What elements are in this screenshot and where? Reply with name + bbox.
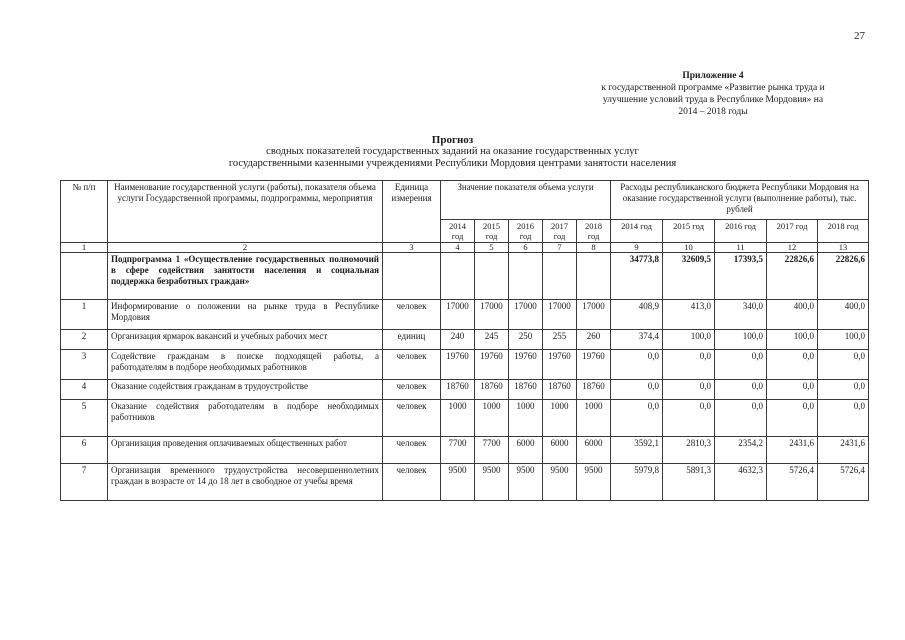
budget-value: 5726,4: [818, 464, 869, 501]
volume-value: 250: [509, 330, 543, 350]
row-number: 5: [61, 400, 108, 437]
header-unit: Единица измерения: [383, 181, 441, 243]
volume-value: 18760: [543, 380, 577, 400]
subprogram-row: [61, 253, 869, 300]
row-name: Информирование о положении на рынке труда в Республике Мордовия: [108, 300, 383, 330]
volume-value: 6000: [577, 437, 611, 464]
budget-value: 413,0: [663, 300, 715, 330]
row-name: Оказание содействия гражданам в трудоустройстве: [108, 380, 383, 400]
document-subtitle: сводных показателей государственных заданий на оказание государственных услуг: [266, 146, 639, 157]
row-name: Оказание содействия работодателям в подборе необходимых работников: [108, 400, 383, 437]
volume-value: 9500: [441, 464, 475, 501]
year-header: 2015 год: [663, 220, 715, 243]
year-header: 2014 год: [611, 220, 663, 243]
appendix-line: улучшение условий труда в Республике Мордовия» на: [602, 95, 824, 105]
budget-value: 5979,8: [611, 464, 663, 501]
column-number-row: [61, 243, 869, 253]
budget-value: 5891,3: [663, 464, 715, 501]
volume-value: 17000: [543, 300, 577, 330]
budget-value: 0,0: [663, 350, 715, 380]
document-heading: [0, 134, 905, 170]
row-unit: человек: [383, 300, 441, 330]
column-number: 6: [509, 243, 543, 253]
volume-value: 17000: [441, 300, 475, 330]
budget-value: 0,0: [818, 400, 869, 437]
volume-value: 9500: [577, 464, 611, 501]
volume-value: 7700: [475, 437, 509, 464]
appendix-note: [573, 70, 853, 118]
volume-value: 18760: [441, 380, 475, 400]
volume-value: 1000: [475, 400, 509, 437]
volume-value: 1000: [577, 400, 611, 437]
header-num: № п/п: [61, 181, 108, 243]
volume-value: 17000: [475, 300, 509, 330]
volume-value: 240: [441, 330, 475, 350]
column-number: 13: [818, 243, 869, 253]
row-unit: человек: [383, 400, 441, 437]
budget-value: 2810,3: [663, 437, 715, 464]
volume-value: 245: [475, 330, 509, 350]
row-number: 4: [61, 380, 108, 400]
row-unit: человек: [383, 380, 441, 400]
row-name: Организация ярмарок вакансий и учебных рабочих мест: [108, 330, 383, 350]
budget-value: 22826,6: [818, 253, 869, 300]
row-number: 1: [61, 300, 108, 330]
volume-value: 9500: [543, 464, 577, 501]
volume-value: 255: [543, 330, 577, 350]
volume-value: 6000: [543, 437, 577, 464]
budget-value: 0,0: [767, 350, 818, 380]
row-number: 3: [61, 350, 108, 380]
header-volume: Значение показателя объема услуги: [441, 181, 611, 220]
volume-value: 19760: [509, 350, 543, 380]
row-number: 2: [61, 330, 108, 350]
row-unit: единиц: [383, 330, 441, 350]
volume-value: 19760: [441, 350, 475, 380]
table-row: [61, 400, 869, 437]
budget-value: 0,0: [663, 400, 715, 437]
table-row: [61, 350, 869, 380]
table-row: [61, 464, 869, 501]
budget-value: 0,0: [663, 380, 715, 400]
table-row: [61, 437, 869, 464]
year-header: 2016 год: [715, 220, 767, 243]
budget-value: 0,0: [715, 350, 767, 380]
budget-value: 34773,8: [611, 253, 663, 300]
budget-value: 4632,3: [715, 464, 767, 501]
budget-value: 2354,2: [715, 437, 767, 464]
budget-value: 17393,5: [715, 253, 767, 300]
volume-value: 18760: [577, 380, 611, 400]
row-name: Организация временного трудоустройства несовершеннолетних граждан в возрасте от 14 до 18 лет в свободное от учебы время: [108, 464, 383, 501]
year-header: 2016 год: [509, 220, 543, 243]
budget-value: 0,0: [611, 350, 663, 380]
volume-value: 19760: [475, 350, 509, 380]
column-number: 8: [577, 243, 611, 253]
volume-value: 1000: [441, 400, 475, 437]
year-header: 2015 год: [475, 220, 509, 243]
budget-value: 374,4: [611, 330, 663, 350]
column-number: 2: [108, 243, 383, 253]
column-number: 3: [383, 243, 441, 253]
year-header: 2014 год: [441, 220, 475, 243]
volume-value: 18760: [509, 380, 543, 400]
volume-value: 19760: [543, 350, 577, 380]
row-name: Содействие гражданам в поиске подходящей работы, а работодателям в подборе необходимых работников: [108, 350, 383, 380]
volume-value: 7700: [441, 437, 475, 464]
row-unit: человек: [383, 464, 441, 501]
budget-value: 0,0: [818, 380, 869, 400]
budget-value: 100,0: [767, 330, 818, 350]
table-row: [61, 300, 869, 330]
header-name: Наименование государственной услуги (работы), показателя объема услуги Государственной программы, подпрограммы, мероприятия: [108, 181, 383, 243]
budget-value: 400,0: [818, 300, 869, 330]
column-number: 7: [543, 243, 577, 253]
budget-value: 2431,6: [767, 437, 818, 464]
budget-value: 3592,1: [611, 437, 663, 464]
row-unit: человек: [383, 437, 441, 464]
column-number: 4: [441, 243, 475, 253]
volume-value: 1000: [509, 400, 543, 437]
appendix-title: Приложение 4: [682, 71, 744, 81]
column-number: 10: [663, 243, 715, 253]
budget-value: 100,0: [663, 330, 715, 350]
header-budget: Расходы республиканского бюджета Республики Мордовия на оказание государственной услуги (выполнение работы), тыс. рублей: [611, 181, 869, 220]
row-number: 6: [61, 437, 108, 464]
volume-value: 9500: [475, 464, 509, 501]
budget-value: 0,0: [767, 380, 818, 400]
volume-value: 1000: [543, 400, 577, 437]
budget-value: 0,0: [611, 400, 663, 437]
column-number: 1: [61, 243, 108, 253]
budget-value: 0,0: [611, 380, 663, 400]
row-unit: человек: [383, 350, 441, 380]
year-header: 2018 год: [577, 220, 611, 243]
volume-value: 17000: [577, 300, 611, 330]
forecast-table: [60, 180, 869, 501]
budget-value: 100,0: [818, 330, 869, 350]
column-number: 9: [611, 243, 663, 253]
year-header: 2017 год: [543, 220, 577, 243]
volume-value: 18760: [475, 380, 509, 400]
budget-value: 32609,5: [663, 253, 715, 300]
budget-value: 0,0: [767, 400, 818, 437]
row-name: Организация проведения оплачиваемых общественных работ: [108, 437, 383, 464]
budget-value: 340,0: [715, 300, 767, 330]
budget-value: 0,0: [715, 400, 767, 437]
document-subtitle: государственными казенными учреждениями Республики Мордовия центрами занятости населения: [228, 158, 677, 169]
volume-value: 17000: [509, 300, 543, 330]
budget-value: 100,0: [715, 330, 767, 350]
page-number: 27: [854, 30, 865, 42]
budget-value: 400,0: [767, 300, 818, 330]
budget-value: 2431,6: [818, 437, 869, 464]
appendix-line: к государственной программе «Развитие рынка труда и: [601, 83, 825, 93]
table-header-row: [61, 181, 869, 220]
budget-value: 22826,6: [767, 253, 818, 300]
row-number: 7: [61, 464, 108, 501]
year-header: 2017 год: [767, 220, 818, 243]
table-row: [61, 330, 869, 350]
budget-value: 408,9: [611, 300, 663, 330]
budget-value: 0,0: [715, 380, 767, 400]
table-row: [61, 380, 869, 400]
volume-value: 9500: [509, 464, 543, 501]
column-number: 11: [715, 243, 767, 253]
volume-value: 260: [577, 330, 611, 350]
subprogram-name: Подпрограмма 1 «Осуществление государственных полномочий в сфере содействия занятости населения и социальная поддержка безработных граждан»: [108, 253, 383, 300]
column-number: 12: [767, 243, 818, 253]
year-header: 2018 год: [818, 220, 869, 243]
volume-value: 6000: [509, 437, 543, 464]
column-number: 5: [475, 243, 509, 253]
budget-value: 0,0: [818, 350, 869, 380]
volume-value: 19760: [577, 350, 611, 380]
document-title: Прогноз: [431, 134, 474, 146]
budget-value: 5726,4: [767, 464, 818, 501]
appendix-line: 2014 – 2018 годы: [678, 107, 748, 117]
